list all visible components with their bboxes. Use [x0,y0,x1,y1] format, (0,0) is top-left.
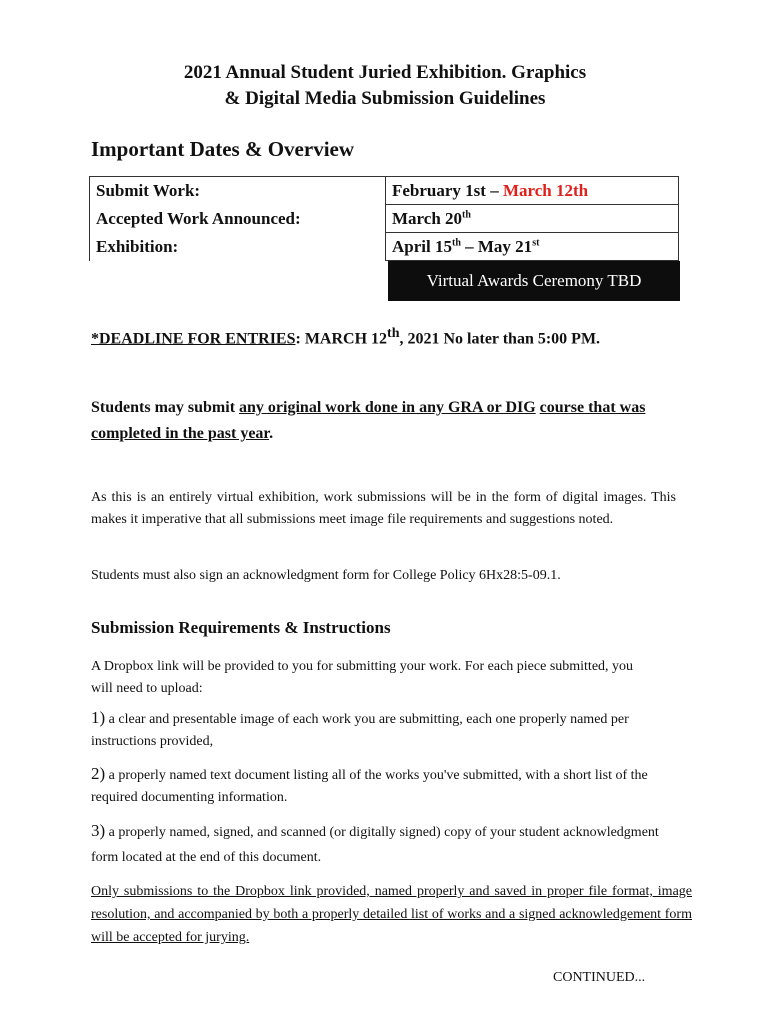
submission-notice: Only submissions to the Dropbox link provided, named properly and saved in proper file format, image resolution, and accompanied by both a properly detailed list of works and a signed acknowledgement form will be accepted for jurying. [91,884,692,945]
announced-value [386,205,679,233]
continued-label: CONTINUED... [553,970,646,985]
exhibition-label: Exhibition: [90,233,386,261]
item-number: 1) [91,708,106,727]
item-number: 2) [91,764,106,783]
students-text-a: Students may submit [91,399,240,416]
exhibition-start: April 15 [392,236,452,256]
students-text-e: . [269,425,274,442]
ceremony-banner: Virtual Awards Ceremony TBD [388,261,680,301]
announced-sup: th [462,208,471,220]
virtual-paragraph: As this is an entirely virtual exhibition, work submissions will be in the form of digital images. This makes it imperative that all submissions meet image file requirements and suggestions noted. [91,490,676,527]
students-statement [91,395,681,447]
table-row [90,177,679,205]
dropbox-paragraph: A Dropbox link will be provided to you for submitting your work. For each piece submitted, you will need to upload: [91,659,634,696]
exhibition-start-sup: th [451,236,461,248]
deadline-text-b: , 2021 No later than 5:00 PM. [399,330,601,348]
dates-table [89,176,679,261]
title-line-1: 2021 Annual Student Juried Exhibition. Graphics [183,62,587,83]
document-title [0,60,770,112]
deadline-sup: th [387,326,400,341]
list-item [91,763,696,809]
deadline-text-a: : MARCH 12 [295,330,388,348]
requirements-heading: Submission Requirements & Instructions [91,618,391,637]
students-text-b: any original work done in any GRA or DIG [239,399,536,416]
students-text-d: course that was completed in the past year [91,399,646,442]
submit-label: Submit Work: [90,177,386,205]
exhibition-end-sup: st [532,236,540,248]
item-text: a properly named, signed, and scanned (or digitally signed) copy of your student acknowledgment form located at the end of this document. [91,825,659,865]
submit-start: February 1st – [392,180,503,200]
deadline-label: *DEADLINE FOR ENTRIES [91,330,296,348]
list-item [91,707,676,753]
table-row [90,233,679,261]
title-line-2: & Digital Media Submission Guidelines [224,88,546,109]
item-text: a properly named text document listing all of the works you've submitted, with a short list of the required documenting information. [91,768,648,805]
announced-label: Accepted Work Announced: [90,205,386,233]
submit-value [386,177,679,205]
submit-end: March 12th [502,180,589,200]
overview-heading: Important Dates & Overview [91,137,355,161]
exhibition-mid: – May 21 [460,236,533,256]
announced-date: March 20 [392,208,463,228]
list-item [91,818,676,870]
item-text: a clear and presentable image of each work you are submitting, each one properly named per instructions provided, [91,712,629,749]
exhibition-value [386,233,679,261]
item-number: 3) [91,821,106,840]
table-row [90,205,679,233]
deadline-line [91,326,600,348]
policy-paragraph: Students must also sign an acknowledgment form for College Policy 6Hx28:5-09.1. [91,568,561,583]
